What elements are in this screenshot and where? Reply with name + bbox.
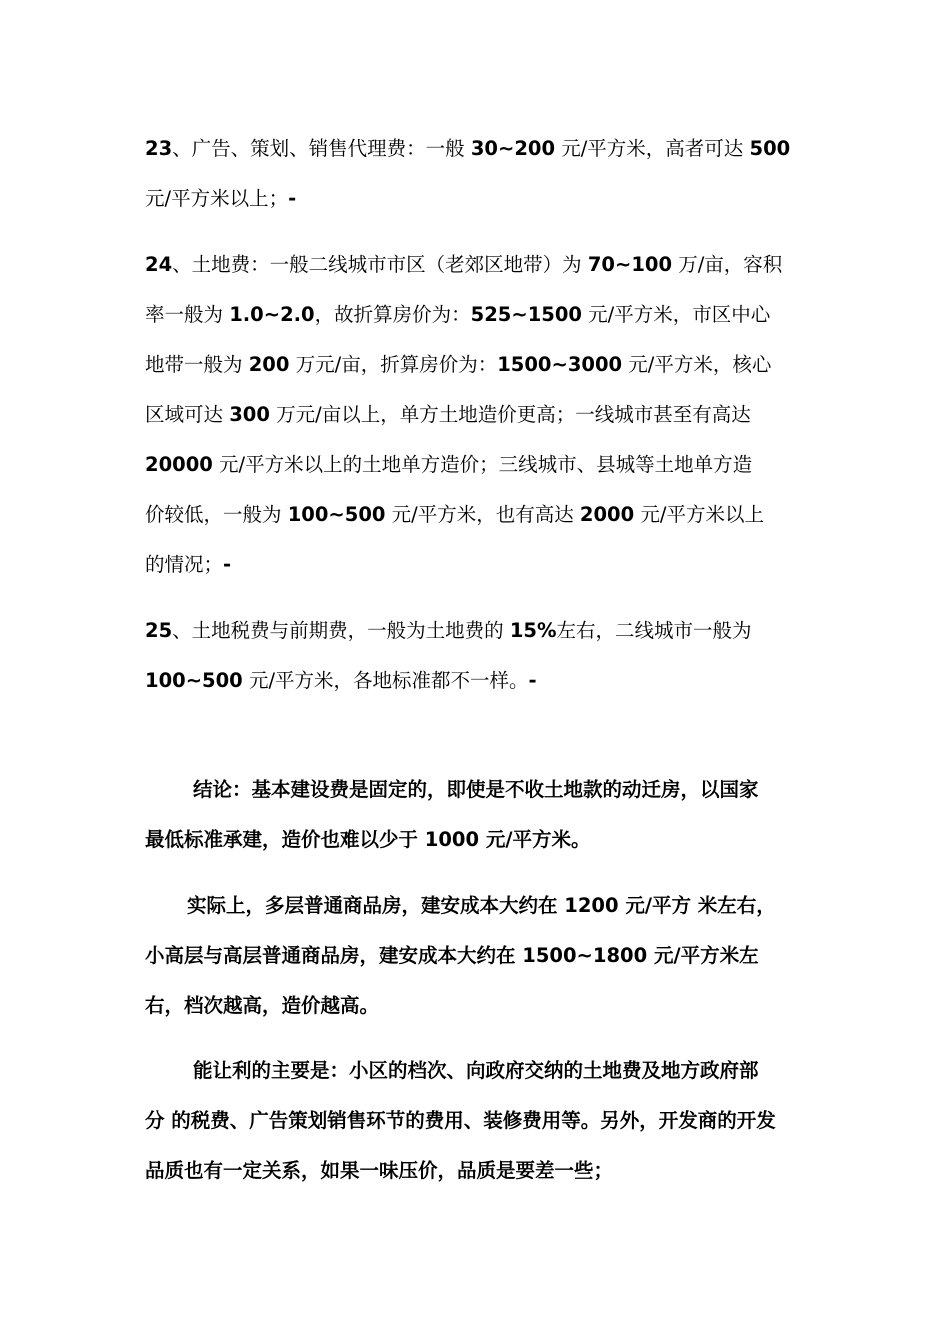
text-run: 2000 bbox=[579, 503, 635, 526]
text-run: 525~1500 bbox=[470, 303, 582, 326]
construction-cost-line-2: 小高层与高层普通商品房，建安成本大约在 1500~1800 元/平方米左 bbox=[145, 944, 759, 967]
item-23-line-2 bbox=[145, 174, 810, 224]
text-run: 15% bbox=[509, 619, 557, 642]
text-run: 70~100 bbox=[587, 253, 673, 276]
text-run: 300 bbox=[229, 403, 270, 426]
text-run: 万元/亩，折算房价为： bbox=[289, 353, 498, 376]
text-run: 元/平方米，也有高达 bbox=[385, 503, 580, 526]
text-run: 元/平方米以上 bbox=[634, 503, 764, 526]
text-run: 1500~3000 bbox=[497, 353, 623, 376]
item-24-line-6 bbox=[145, 490, 810, 540]
item-24-line-1 bbox=[145, 240, 810, 290]
text-run: - bbox=[528, 669, 537, 692]
text-run: - bbox=[288, 187, 297, 210]
text-run: 万元/亩以上，单方土地造价更高；一线城市甚至有高达 bbox=[269, 403, 751, 426]
text-run: 元/平方米，核心 bbox=[622, 353, 772, 376]
conclusion-line-1: 结论：基本建设费是固定的，即使是不收土地款的动迁房，以国家 bbox=[193, 778, 759, 801]
text-run: 200 bbox=[248, 353, 290, 376]
text-run: - bbox=[223, 553, 232, 576]
text-run: 万/亩，容积 bbox=[672, 253, 783, 276]
text-run: 、土地税费与前期费，一般为土地费的 bbox=[172, 619, 510, 642]
text-run: 30~200 bbox=[470, 137, 556, 160]
profit-margin-paragraph bbox=[145, 1046, 810, 1196]
text-run: 500 bbox=[749, 137, 791, 160]
text-run: 区域可达 bbox=[145, 403, 230, 426]
profit-margin-line-2: 分 的税费、广告策划销售环节的费用、装修费用等。另外，开发商的开发 bbox=[145, 1109, 776, 1132]
text-run: 元/平方米，市区中心 bbox=[581, 303, 771, 326]
construction-cost-line-3: 右，档次越高，造价越高。 bbox=[145, 994, 380, 1017]
profit-margin-line-1: 能让利的主要是：小区的档次、向政府交纳的土地费及地方政府部 bbox=[193, 1059, 759, 1082]
item-24-line-4 bbox=[145, 390, 810, 440]
text-run: 、广告、策划、销售代理费：一般 bbox=[172, 137, 471, 160]
text-run: 元/平方米，高者可达 bbox=[555, 137, 750, 160]
text-run: 20000 bbox=[145, 453, 213, 476]
item-25-line-1 bbox=[145, 606, 810, 656]
text-run: 24 bbox=[145, 253, 173, 276]
profit-margin-line-3: 品质也有一定关系，如果一味压价，品质是要差一些； bbox=[145, 1159, 614, 1182]
item-24-line-5 bbox=[145, 440, 810, 490]
text-run: 的情况； bbox=[145, 553, 224, 576]
text-run: 、土地费：一般二线城市市区（老郊区地带）为 bbox=[172, 253, 588, 276]
item-23-paragraph bbox=[145, 124, 810, 224]
text-run: 元/平方米以上的土地单方造价；三线城市、县城等土地单方造 bbox=[212, 453, 753, 476]
item-24-line-2 bbox=[145, 290, 810, 340]
text-run: 元/平方米，各地标准都不一样。 bbox=[242, 669, 529, 692]
text-run: 1.0~2.0 bbox=[229, 303, 315, 326]
item-25-line-2 bbox=[145, 656, 810, 706]
conclusion-line-2: 最低标准承建，造价也难以少于 1000 元/平方米。 bbox=[145, 828, 591, 851]
text-run: 23 bbox=[145, 137, 173, 160]
text-run: ，故折算房价为： bbox=[314, 303, 471, 326]
text-run: 地带一般为 bbox=[145, 353, 249, 376]
conclusion-paragraph bbox=[145, 765, 810, 865]
text-run: 价较低，一般为 bbox=[145, 503, 288, 526]
construction-cost-paragraph bbox=[145, 881, 810, 1031]
text-run: 左右，二线城市一般为 bbox=[556, 619, 752, 642]
item-24-line-3 bbox=[145, 340, 810, 390]
item-23-line-1 bbox=[145, 124, 810, 174]
item-24-paragraph bbox=[145, 240, 810, 590]
text-run: 100~500 bbox=[145, 669, 243, 692]
text-run: 元/平方米以上； bbox=[145, 187, 289, 210]
construction-cost-line-1: 实际上，多层普通商品房，建安成本大约在 1200 元/平方 米左右， bbox=[187, 894, 776, 917]
item-25-paragraph bbox=[145, 606, 810, 706]
text-run: 率一般为 bbox=[145, 303, 230, 326]
text-run: 100~500 bbox=[287, 503, 386, 526]
item-24-line-7 bbox=[145, 540, 810, 590]
text-run: 25 bbox=[145, 619, 173, 642]
